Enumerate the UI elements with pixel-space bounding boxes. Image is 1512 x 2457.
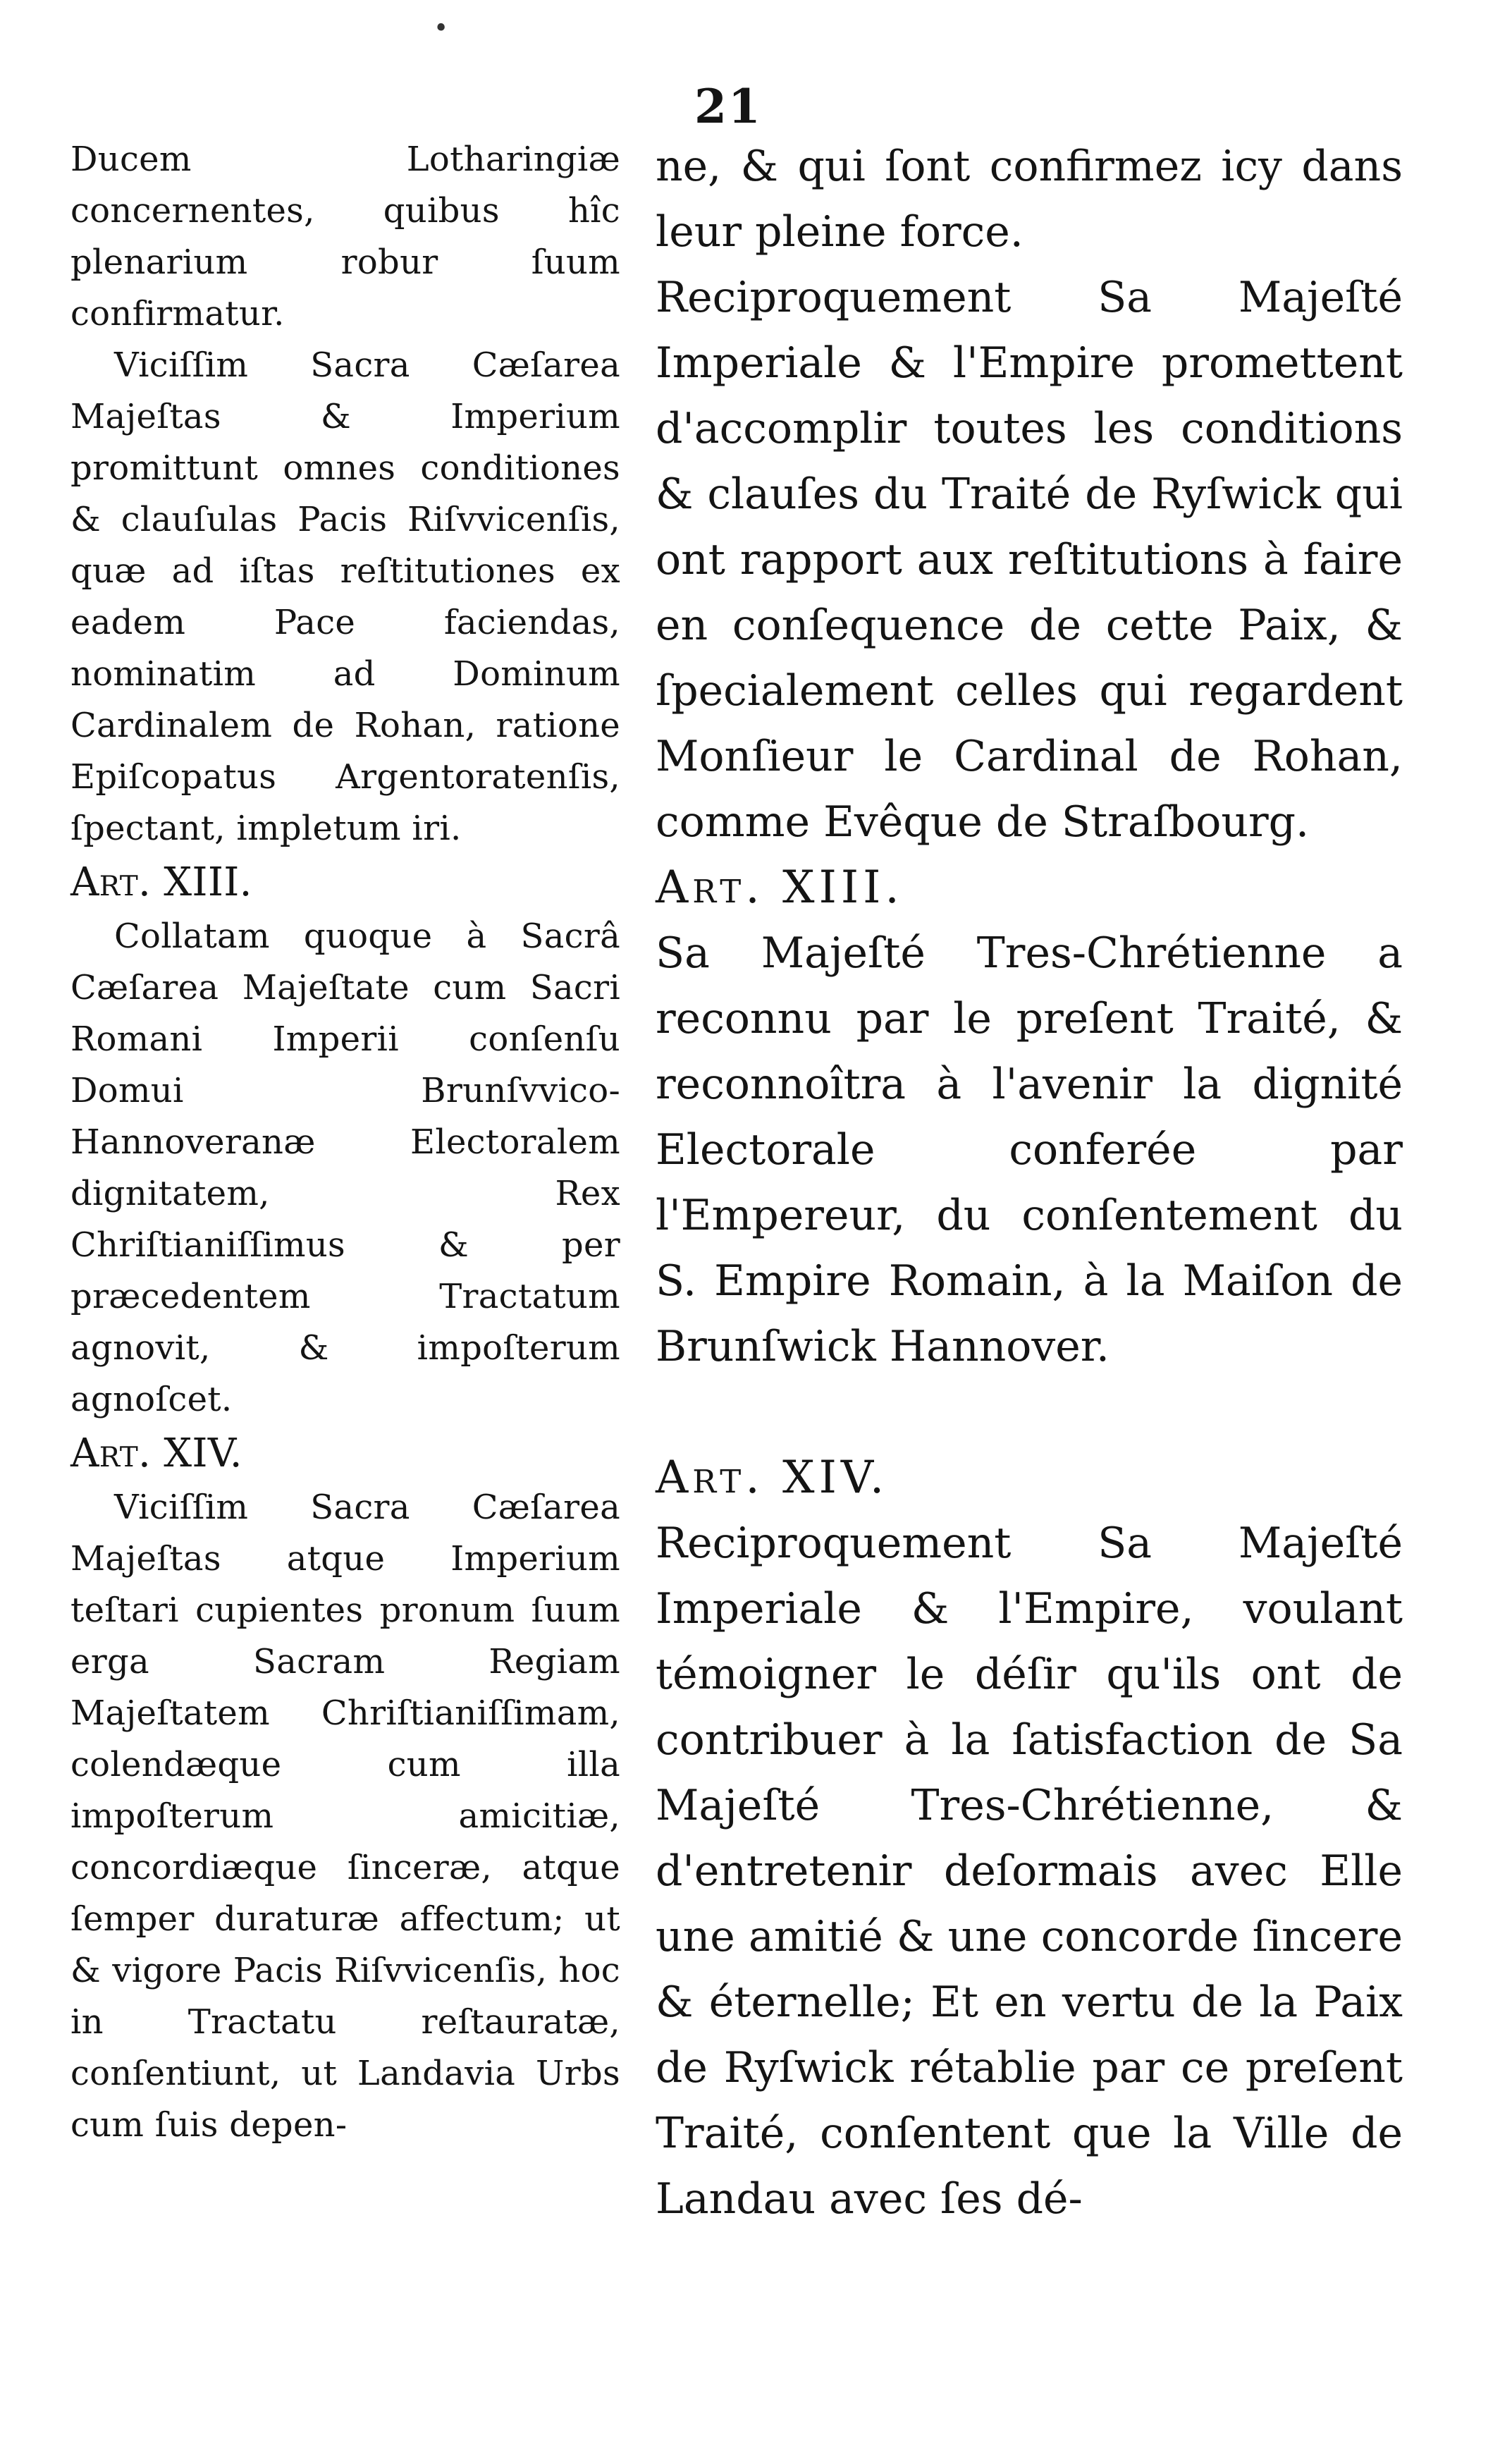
- french-article-heading: Art. XIII.: [656, 862, 904, 914]
- french-paragraph: Sa Majeſté Tres-Chrétienne a reconnu par le preſent Traité, & reconnoîtra à l'avenir la dignité Electorale conferée par l'Empereur, du conſentement du S. Empire Romain, à la Maiſon de Brunſwick Hannover.: [656, 929, 1403, 1371]
- latin-paragraph: Collatam quoque à Sacrâ Cæſarea Majeſtate cum Sacri Romani Imperii conſenſu Domui Brunſvvico-Hannoveranæ Electoralem dignitatem, Rex Chriſtianiſſimus & per præcedentem Tractatum agnovit, & impoſterum agnoſcet.: [70, 917, 620, 1419]
- latin-paragraph: Ducem Lotharingiæ concernentes, quibus hîc plenarium robur ſuum confirmatur.: [70, 140, 620, 333]
- french-paragraph: Reciproquement Sa Majeſté Imperiale & l'Empire promettent d'accomplir toutes les conditions & clauſes du Traité de Ryſwick qui ont rapport aux reſtitutions à faire en conſequence de cette Paix, & ſpecialement celles qui regardent Monſieur le Cardinal de Rohan, comme Evêque de Straſbourg.: [656, 273, 1403, 847]
- latin-paragraph: Viciſſim Sacra Cæſarea Majeſtas & Imperium promittunt omnes conditiones & clauſulas Pacis Riſvvicenſis, quæ ad iſtas reſtitutiones ex eadem Pace faciendas, nominatim ad Dominum Cardinalem de Rohan, ratione Epiſcopatus Argentoratenſis, ſpectant, impletum iri.: [70, 345, 620, 848]
- latin-column: [70, 134, 620, 2151]
- latin-article-heading: Art. XIV.: [70, 1430, 242, 1476]
- ornament-mark: •: [434, 14, 449, 43]
- french-paragraph: Reciproquement Sa Majeſté Imperiale & l'Empire, voulant témoigner le déſir qu'ils ont de contribuer à la ſatisfaction de Sa Majeſté Tres-Chrétienne, & d'entretenir deſormais avec Elle une amitié & une concorde ſincere & éternelle; Et en vertu de la Paix de Ryſwick rétablie par ce preſent Traité, conſentent que la Ville de Landau avec ſes dé-: [656, 1519, 1403, 2224]
- french-article-heading: Art. XIV.: [656, 1452, 889, 1504]
- spacer: [656, 1380, 1403, 1445]
- french-paragraph: ne, & qui ſont confirmez icy dans leur pleine force.: [656, 142, 1403, 257]
- french-column: [656, 134, 1403, 2232]
- page-number: 21: [694, 79, 762, 134]
- latin-paragraph: Viciſſim Sacra Cæſarea Majeſtas atque Imperium teſtari cupientes pronum ſuum erga Sacram Regiam Majeſtatem Chriſtianiſſimam, colendæque cum illa impoſterum amicitiæ, concordiæque ſinceræ, atque ſemper duraturæ affectum; ut & vigore Pacis Riſvvicenſis, hoc in Tractatu reſtauratæ, conſentiunt, ut Landavia Urbs cum ſuis depen-: [70, 1488, 620, 2145]
- latin-article-heading: Art. XIII.: [70, 859, 252, 905]
